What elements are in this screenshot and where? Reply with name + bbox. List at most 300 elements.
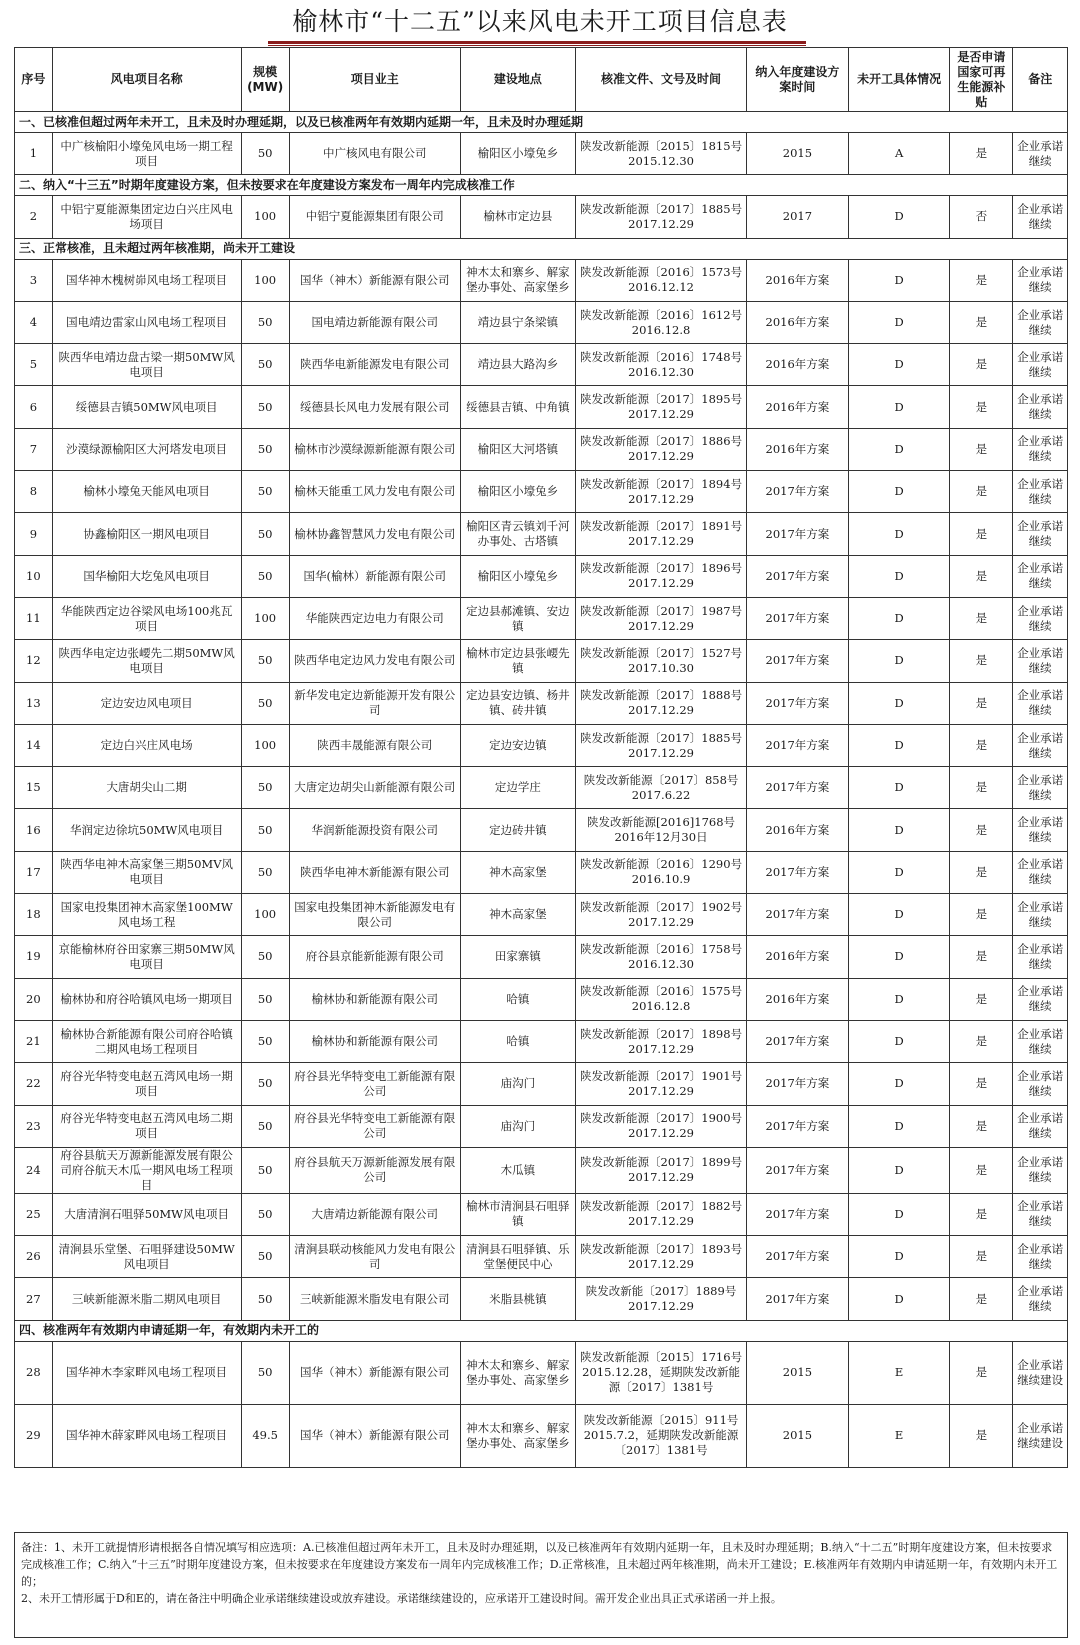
cell-no: 4 xyxy=(15,301,53,343)
cell-status: D xyxy=(848,851,950,893)
cell-status: D xyxy=(848,196,950,238)
cell-no: 27 xyxy=(15,1278,53,1320)
cell-project-name: 国家电投集团神木高家堡100MW风电场工程 xyxy=(52,894,241,936)
cell-plan-time: 2016年方案 xyxy=(747,344,849,386)
table-row xyxy=(15,1236,1068,1278)
cell-project-name: 协鑫榆阳区一期风电项目 xyxy=(52,513,241,555)
cell-owner: 国华（神木）新能源有限公司 xyxy=(289,259,460,301)
cell-approval: 陕发改新能源〔2016〕1612号2016.12.8 xyxy=(576,301,747,343)
cell-no: 16 xyxy=(15,809,53,851)
cell-scale: 50 xyxy=(241,1020,289,1062)
header-project-name: 风电项目名称 xyxy=(52,48,241,112)
cell-scale: 50 xyxy=(241,809,289,851)
cell-plan-time: 2015 xyxy=(747,1341,849,1404)
cell-scale: 100 xyxy=(241,259,289,301)
cell-owner: 三峡新能源米脂发电有限公司 xyxy=(289,1278,460,1320)
cell-plan-time: 2017年方案 xyxy=(747,1105,849,1147)
cell-plan-time: 2017年方案 xyxy=(747,851,849,893)
cell-owner: 榆林协和新能源有限公司 xyxy=(289,978,460,1020)
cell-project-name: 陕西华电定边张崾先二期50MW风电项目 xyxy=(52,640,241,682)
cell-project-name: 国华神木槐树峁风电场工程项目 xyxy=(52,259,241,301)
cell-plan-time: 2015 xyxy=(747,133,849,175)
section-row xyxy=(15,112,1068,133)
cell-location: 田家寨镇 xyxy=(460,936,575,978)
table-row xyxy=(15,386,1068,428)
cell-no: 2 xyxy=(15,196,53,238)
cell-approval: 陕发改新能源〔2015〕1716号2015.12.28，延期陕发改新能源〔2017〕1381号 xyxy=(576,1341,747,1404)
cell-note: 企业承诺继续 xyxy=(1013,386,1068,428)
cell-owner: 绥德县长风电力发展有限公司 xyxy=(289,386,460,428)
cell-no: 10 xyxy=(15,555,53,597)
cell-no: 17 xyxy=(15,851,53,893)
cell-approval: 陕发改新能源〔2017〕1902号2017.12.29 xyxy=(576,894,747,936)
cell-owner: 国家电投集团神木新能源发电有限公司 xyxy=(289,894,460,936)
cell-approval: 陕发改新能源〔2017〕1899号2017.12.29 xyxy=(576,1147,747,1193)
cell-project-name: 定边安边风电项目 xyxy=(52,682,241,724)
cell-subsidy: 是 xyxy=(950,1341,1013,1404)
cell-approval: 陕发改新能源[2016]1768号 2016年12月30日 xyxy=(576,809,747,851)
cell-scale: 100 xyxy=(241,724,289,766)
cell-no: 6 xyxy=(15,386,53,428)
cell-scale: 50 xyxy=(241,682,289,724)
cell-note: 企业承诺继续 xyxy=(1013,344,1068,386)
cell-approval: 陕发改新能源〔2017〕1882号2017.12.29 xyxy=(576,1193,747,1235)
cell-scale: 50 xyxy=(241,767,289,809)
cell-approval: 陕发改新能源〔2017〕1888号2017.12.29 xyxy=(576,682,747,724)
cell-location: 庙沟门 xyxy=(460,1105,575,1147)
cell-scale: 50 xyxy=(241,428,289,470)
cell-location: 绥德县吉镇、中角镇 xyxy=(460,386,575,428)
cell-owner: 大唐靖边新能源有限公司 xyxy=(289,1193,460,1235)
cell-owner: 大唐定边胡尖山新能源有限公司 xyxy=(289,767,460,809)
cell-project-name: 府谷光华特变电赵五湾风电场一期项目 xyxy=(52,1063,241,1105)
cell-scale: 50 xyxy=(241,978,289,1020)
cell-location: 神木太和寨乡、解家堡办事处、高家堡乡 xyxy=(460,259,575,301)
cell-subsidy: 否 xyxy=(950,196,1013,238)
cell-subsidy: 是 xyxy=(950,1105,1013,1147)
cell-subsidy: 是 xyxy=(950,767,1013,809)
cell-scale: 50 xyxy=(241,1341,289,1404)
table-row xyxy=(15,1193,1068,1235)
cell-subsidy: 是 xyxy=(950,1404,1013,1467)
cell-note: 企业承诺继续 xyxy=(1013,1147,1068,1193)
cell-owner: 华能陕西定边电力有限公司 xyxy=(289,597,460,639)
cell-plan-time: 2015 xyxy=(747,1404,849,1467)
cell-status: D xyxy=(848,809,950,851)
cell-status: D xyxy=(848,555,950,597)
header-location: 建设地点 xyxy=(460,48,575,112)
cell-no: 19 xyxy=(15,936,53,978)
cell-location: 木瓜镇 xyxy=(460,1147,575,1193)
cell-location: 定边砖井镇 xyxy=(460,809,575,851)
cell-status: D xyxy=(848,597,950,639)
table-row xyxy=(15,894,1068,936)
cell-plan-time: 2017年方案 xyxy=(747,513,849,555)
table-row xyxy=(15,428,1068,470)
cell-approval: 陕发改新能源〔2015〕1815号2015.12.30 xyxy=(576,133,747,175)
cell-approval: 陕发改新能源〔2016〕1575号2016.12.8 xyxy=(576,978,747,1020)
table-row xyxy=(15,259,1068,301)
cell-no: 26 xyxy=(15,1236,53,1278)
cell-owner: 中广核风电有限公司 xyxy=(289,133,460,175)
cell-no: 14 xyxy=(15,724,53,766)
cell-approval: 陕发改新能源〔2017〕1901号2017.12.29 xyxy=(576,1063,747,1105)
cell-location: 靖边县宁条梁镇 xyxy=(460,301,575,343)
cell-plan-time: 2017年方案 xyxy=(747,1193,849,1235)
cell-approval: 陕发改新能源〔2017〕1987号 2017.12.29 xyxy=(576,597,747,639)
cell-status: D xyxy=(848,767,950,809)
cell-location: 榆林市清涧县石咀驿镇 xyxy=(460,1193,575,1235)
cell-scale: 50 xyxy=(241,1193,289,1235)
table-row xyxy=(15,301,1068,343)
cell-plan-time: 2016年方案 xyxy=(747,386,849,428)
section-title: 二、纳入“十三五”时期年度建设方案，但未按要求在年度建设方案发布一周年内完成核准工作 xyxy=(15,175,1068,196)
cell-status: D xyxy=(848,386,950,428)
cell-subsidy: 是 xyxy=(950,259,1013,301)
cell-location: 定边县郝滩镇、安边镇 xyxy=(460,597,575,639)
cell-location: 清涧县石咀驿镇、乐堂堡便民中心 xyxy=(460,1236,575,1278)
cell-scale: 50 xyxy=(241,936,289,978)
cell-location: 哈镇 xyxy=(460,1020,575,1062)
cell-plan-time: 2017年方案 xyxy=(747,471,849,513)
cell-status: D xyxy=(848,1278,950,1320)
cell-plan-time: 2017 xyxy=(747,196,849,238)
cell-owner: 陕西华电神木新能源有限公司 xyxy=(289,851,460,893)
cell-no: 7 xyxy=(15,428,53,470)
cell-subsidy: 是 xyxy=(950,682,1013,724)
cell-scale: 50 xyxy=(241,555,289,597)
header-note: 备注 xyxy=(1013,48,1068,112)
footnote-2: 2、未开工情形属于D和E的，请在备注中明确企业承诺继续建设或放弃建设。承诺继续建设的，应承诺开工建设时间。需开发企业出具正式承诺函一并上报。 xyxy=(21,1592,782,1605)
cell-note: 企业承诺继续 xyxy=(1013,555,1068,597)
cell-no: 18 xyxy=(15,894,53,936)
cell-no: 5 xyxy=(15,344,53,386)
table-row xyxy=(15,682,1068,724)
cell-project-name: 榆林协合新能源有限公司府谷哈镇二期风电场工程项目 xyxy=(52,1020,241,1062)
cell-note: 企业承诺继续 xyxy=(1013,1105,1068,1147)
cell-note: 企业承诺继续 xyxy=(1013,682,1068,724)
cell-subsidy: 是 xyxy=(950,936,1013,978)
cell-location: 定边学庄 xyxy=(460,767,575,809)
cell-owner: 府谷县航天万源新能源发展有限公司 xyxy=(289,1147,460,1193)
cell-project-name: 陕西华电靖边盘古梁一期50MW风电项目 xyxy=(52,344,241,386)
cell-scale: 50 xyxy=(241,1278,289,1320)
cell-subsidy: 是 xyxy=(950,1020,1013,1062)
cell-status: D xyxy=(848,1147,950,1193)
cell-owner: 榆林协和新能源有限公司 xyxy=(289,1020,460,1062)
cell-project-name: 府谷光华特变电赵五湾风电场二期项目 xyxy=(52,1105,241,1147)
cell-status: D xyxy=(848,1105,950,1147)
cell-no: 8 xyxy=(15,471,53,513)
cell-note: 企业承诺继续 xyxy=(1013,513,1068,555)
header-approval: 核准文件、文号及时间 xyxy=(576,48,747,112)
cell-no: 12 xyxy=(15,640,53,682)
cell-no: 13 xyxy=(15,682,53,724)
cell-no: 15 xyxy=(15,767,53,809)
cell-no: 9 xyxy=(15,513,53,555)
cell-subsidy: 是 xyxy=(950,386,1013,428)
footnotes xyxy=(14,1532,1068,1638)
cell-location: 榆阳区青云镇刘千河办事处、古塔镇 xyxy=(460,513,575,555)
title-underline-thin xyxy=(268,45,806,46)
cell-plan-time: 2017年方案 xyxy=(747,597,849,639)
table-row xyxy=(15,1278,1068,1320)
cell-note: 企业承诺继续建设 xyxy=(1013,1341,1068,1404)
cell-location: 神木高家堡 xyxy=(460,894,575,936)
table-row xyxy=(15,1147,1068,1193)
cell-subsidy: 是 xyxy=(950,1236,1013,1278)
cell-plan-time: 2017年方案 xyxy=(747,724,849,766)
cell-owner: 国华（神木）新能源有限公司 xyxy=(289,1341,460,1404)
table-row xyxy=(15,555,1068,597)
table-row xyxy=(15,724,1068,766)
cell-plan-time: 2016年方案 xyxy=(747,936,849,978)
cell-location: 神木太和寨乡、解家堡办事处、高家堡乡 xyxy=(460,1341,575,1404)
table-row xyxy=(15,936,1068,978)
cell-subsidy: 是 xyxy=(950,978,1013,1020)
cell-project-name: 中铝宁夏能源集团定边白兴庄风电场项目 xyxy=(52,196,241,238)
cell-plan-time: 2017年方案 xyxy=(747,682,849,724)
cell-plan-time: 2017年方案 xyxy=(747,1147,849,1193)
table-row xyxy=(15,1063,1068,1105)
cell-subsidy: 是 xyxy=(950,894,1013,936)
cell-approval: 陕发改新能源〔2015〕911号2015.7.2，延期陕发改新能源〔2017〕1381号 xyxy=(576,1404,747,1467)
page-title: 榆林市“十二五”以来风电未开工项目信息表 xyxy=(292,7,788,36)
cell-location: 哈镇 xyxy=(460,978,575,1020)
cell-status: E xyxy=(848,1404,950,1467)
section-title: 四、核准两年有效期内申请延期一年，有效期内未开工的 xyxy=(15,1320,1068,1341)
cell-approval: 陕发改新能〔2017〕1889号 2017.12.29 xyxy=(576,1278,747,1320)
footnote-1: 备注：1、未开工就提情形请根据各自情况填写相应选项：A.已核准但超过两年未开工，且未及时办理延期，以及已核准两年有效期内延期一年，且未及时办理延期；B.纳入“十二五”时期年度建设方案，但未按要求完成核准工作；C.纳入“十三五”时期年度建设方案，但未按要求在年度建设方案发布一周年内完成核准工作；D.正常核准，且未超过两年核准期，尚未开工建设；E.核准两年有效期内申请延期一年，有效期内未开工的； xyxy=(21,1541,1058,1588)
cell-note: 企业承诺继续 xyxy=(1013,894,1068,936)
cell-subsidy: 是 xyxy=(950,428,1013,470)
cell-owner: 国华(榆林）新能源有限公司 xyxy=(289,555,460,597)
table-row xyxy=(15,809,1068,851)
cell-subsidy: 是 xyxy=(950,133,1013,175)
cell-status: D xyxy=(848,1236,950,1278)
section-row xyxy=(15,1320,1068,1341)
cell-scale: 50 xyxy=(241,1063,289,1105)
cell-approval: 陕发改新能源〔2016〕1748号2016.12.30 xyxy=(576,344,747,386)
cell-plan-time: 2017年方案 xyxy=(747,1278,849,1320)
cell-subsidy: 是 xyxy=(950,724,1013,766)
cell-subsidy: 是 xyxy=(950,1063,1013,1105)
cell-owner: 榆林协鑫智慧风力发电有限公司 xyxy=(289,513,460,555)
cell-no: 20 xyxy=(15,978,53,1020)
cell-project-name: 华润定边徐坑50MW风电项目 xyxy=(52,809,241,851)
cell-plan-time: 2017年方案 xyxy=(747,1020,849,1062)
cell-location: 庙沟门 xyxy=(460,1063,575,1105)
cell-owner: 榆林市沙漠绿源新能源有限公司 xyxy=(289,428,460,470)
cell-approval: 陕发改新能源〔2017〕1900号2017.12.29 xyxy=(576,1105,747,1147)
cell-owner: 陕西丰晟能源有限公司 xyxy=(289,724,460,766)
cell-note: 企业承诺继续 xyxy=(1013,133,1068,175)
cell-note: 企业承诺继续 xyxy=(1013,978,1068,1020)
title-underline xyxy=(268,41,806,44)
cell-location: 榆阳区小壕兔乡 xyxy=(460,471,575,513)
cell-approval: 陕发改新能源〔2017〕1898号2017.12.29 xyxy=(576,1020,747,1062)
cell-subsidy: 是 xyxy=(950,1193,1013,1235)
cell-note: 企业承诺继续 xyxy=(1013,809,1068,851)
table-row xyxy=(15,640,1068,682)
cell-status: D xyxy=(848,894,950,936)
cell-approval: 陕发改新能源〔2017〕1891号2017.12.29 xyxy=(576,513,747,555)
cell-project-name: 府谷县航天万源新能源发展有限公司府谷航天木瓜一期风电场工程项目 xyxy=(52,1147,241,1193)
cell-status: D xyxy=(848,1063,950,1105)
cell-scale: 50 xyxy=(241,344,289,386)
cell-project-name: 国华榆阳大圪兔风电项目 xyxy=(52,555,241,597)
cell-owner: 国华（神木）新能源有限公司 xyxy=(289,1404,460,1467)
cell-scale: 50 xyxy=(241,301,289,343)
cell-status: D xyxy=(848,259,950,301)
table-header-row xyxy=(15,48,1068,112)
cell-scale: 50 xyxy=(241,1105,289,1147)
table-row xyxy=(15,196,1068,238)
cell-plan-time: 2017年方案 xyxy=(747,894,849,936)
cell-subsidy: 是 xyxy=(950,1147,1013,1193)
cell-subsidy: 是 xyxy=(950,344,1013,386)
cell-subsidy: 是 xyxy=(950,471,1013,513)
cell-location: 靖边县大路沟乡 xyxy=(460,344,575,386)
cell-owner: 陕西华电定边风力发电有限公司 xyxy=(289,640,460,682)
cell-scale: 50 xyxy=(241,133,289,175)
cell-plan-time: 2016年方案 xyxy=(747,259,849,301)
cell-plan-time: 2016年方案 xyxy=(747,978,849,1020)
cell-project-name: 大唐清涧石咀驿50MW风电项目 xyxy=(52,1193,241,1235)
cell-project-name: 榆林小壕兔天能风电项目 xyxy=(52,471,241,513)
cell-note: 企业承诺继续 xyxy=(1013,196,1068,238)
cell-note: 企业承诺继续 xyxy=(1013,724,1068,766)
cell-note: 企业承诺继续 xyxy=(1013,471,1068,513)
cell-approval: 陕发改新能源〔2017〕1527号 2017.10.30 xyxy=(576,640,747,682)
cell-scale: 50 xyxy=(241,1147,289,1193)
cell-scale: 50 xyxy=(241,851,289,893)
cell-plan-time: 2017年方案 xyxy=(747,1063,849,1105)
cell-project-name: 国华神木薛家畔风电场工程项目 xyxy=(52,1404,241,1467)
cell-status: D xyxy=(848,344,950,386)
cell-project-name: 沙漠绿源榆阳区大河塔发电项目 xyxy=(52,428,241,470)
section-row xyxy=(15,238,1068,259)
cell-note: 企业承诺继续 xyxy=(1013,259,1068,301)
cell-note: 企业承诺继续 xyxy=(1013,1236,1068,1278)
cell-note: 企业承诺继续 xyxy=(1013,1278,1068,1320)
table-row xyxy=(15,1105,1068,1147)
cell-note: 企业承诺继续建设 xyxy=(1013,1404,1068,1467)
cell-project-name: 陕西华电神木高家堡三期50MV风电项目 xyxy=(52,851,241,893)
cell-scale: 100 xyxy=(241,894,289,936)
cell-plan-time: 2017年方案 xyxy=(747,1236,849,1278)
cell-approval: 陕发改新能源〔2017〕1894号2017.12.29 xyxy=(576,471,747,513)
cell-project-name: 国华神木李家畔风电场工程项目 xyxy=(52,1341,241,1404)
cell-project-name: 榆林协和府谷哈镇风电场一期项目 xyxy=(52,978,241,1020)
cell-status: D xyxy=(848,1193,950,1235)
cell-scale: 50 xyxy=(241,640,289,682)
cell-subsidy: 是 xyxy=(950,640,1013,682)
cell-location: 榆阳区小壕兔乡 xyxy=(460,133,575,175)
table-row xyxy=(15,978,1068,1020)
cell-note: 企业承诺继续 xyxy=(1013,1193,1068,1235)
cell-scale: 50 xyxy=(241,386,289,428)
cell-approval: 陕发改新能源〔2017〕1896号2017.12.29 xyxy=(576,555,747,597)
cell-subsidy: 是 xyxy=(950,1278,1013,1320)
cell-scale: 50 xyxy=(241,1236,289,1278)
cell-plan-time: 2017年方案 xyxy=(747,640,849,682)
cell-note: 企业承诺继续 xyxy=(1013,936,1068,978)
cell-note: 企业承诺继续 xyxy=(1013,1020,1068,1062)
cell-scale: 49.5 xyxy=(241,1404,289,1467)
cell-approval: 陕发改新能源〔2016〕1758号2016.12.30 xyxy=(576,936,747,978)
table-row xyxy=(15,513,1068,555)
cell-owner: 陕西华电新能源发电有限公司 xyxy=(289,344,460,386)
cell-owner: 新华发电定边新能源开发有限公司 xyxy=(289,682,460,724)
table-row xyxy=(15,1404,1068,1467)
cell-no: 22 xyxy=(15,1063,53,1105)
cell-owner: 国电靖边新能源有限公司 xyxy=(289,301,460,343)
cell-location: 米脂县桃镇 xyxy=(460,1278,575,1320)
cell-scale: 50 xyxy=(241,513,289,555)
cell-approval: 陕发改新能源〔2017〕1893号2017.12.29 xyxy=(576,1236,747,1278)
cell-location: 榆阳区大河塔镇 xyxy=(460,428,575,470)
cell-location: 神木太和寨乡、解家堡办事处、高家堡乡 xyxy=(460,1404,575,1467)
cell-owner: 中铝宁夏能源集团有限公司 xyxy=(289,196,460,238)
cell-project-name: 中广核榆阳小壕兔风电场一期工程项目 xyxy=(52,133,241,175)
cell-location: 榆阳区小壕兔乡 xyxy=(460,555,575,597)
cell-status: D xyxy=(848,640,950,682)
cell-subsidy: 是 xyxy=(950,555,1013,597)
cell-project-name: 清涧县乐堂堡、石咀驿建设50MW风电项目 xyxy=(52,1236,241,1278)
cell-project-name: 三峡新能源米脂二期风电项目 xyxy=(52,1278,241,1320)
cell-project-name: 定边白兴庄风电场 xyxy=(52,724,241,766)
cell-location: 榆林市定边县 xyxy=(460,196,575,238)
table-row xyxy=(15,1020,1068,1062)
cell-status: D xyxy=(848,978,950,1020)
cell-note: 企业承诺继续 xyxy=(1013,597,1068,639)
cell-owner: 府谷县光华特变电工新能源有限公司 xyxy=(289,1063,460,1105)
section-title: 一、已核准但超过两年未开工，且未及时办理延期，以及已核准两年有效期内延期一年，且未及时办理延期 xyxy=(15,112,1068,133)
cell-subsidy: 是 xyxy=(950,851,1013,893)
table-body xyxy=(15,112,1068,1468)
cell-scale: 100 xyxy=(241,196,289,238)
cell-status: E xyxy=(848,1341,950,1404)
table-row xyxy=(15,767,1068,809)
header-status: 未开工具体情况 xyxy=(848,48,950,112)
cell-approval: 陕发改新能源〔2017〕1895号2017.12.29 xyxy=(576,386,747,428)
cell-plan-time: 2017年方案 xyxy=(747,555,849,597)
cell-subsidy: 是 xyxy=(950,301,1013,343)
header-no: 序号 xyxy=(15,48,53,112)
cell-scale: 100 xyxy=(241,597,289,639)
cell-project-name: 大唐胡尖山二期 xyxy=(52,767,241,809)
cell-no: 1 xyxy=(15,133,53,175)
cell-subsidy: 是 xyxy=(950,513,1013,555)
table-row xyxy=(15,133,1068,175)
cell-project-name: 绥德县吉镇50MW风电项目 xyxy=(52,386,241,428)
cell-owner: 清涧县联动核能风力发电有限公司 xyxy=(289,1236,460,1278)
cell-no: 28 xyxy=(15,1341,53,1404)
cell-owner: 府谷县京能新能源有限公司 xyxy=(289,936,460,978)
cell-plan-time: 2016年方案 xyxy=(747,301,849,343)
cell-project-name: 国电靖边雷家山风电场工程项目 xyxy=(52,301,241,343)
cell-status: D xyxy=(848,513,950,555)
cell-note: 企业承诺继续 xyxy=(1013,767,1068,809)
cell-location: 榆林市定边县张崾先镇 xyxy=(460,640,575,682)
cell-subsidy: 是 xyxy=(950,597,1013,639)
table-row xyxy=(15,471,1068,513)
cell-approval: 陕发改新能源〔2016〕1573号2016.12.12 xyxy=(576,259,747,301)
cell-note: 企业承诺继续 xyxy=(1013,1063,1068,1105)
table-row xyxy=(15,344,1068,386)
table-row xyxy=(15,851,1068,893)
